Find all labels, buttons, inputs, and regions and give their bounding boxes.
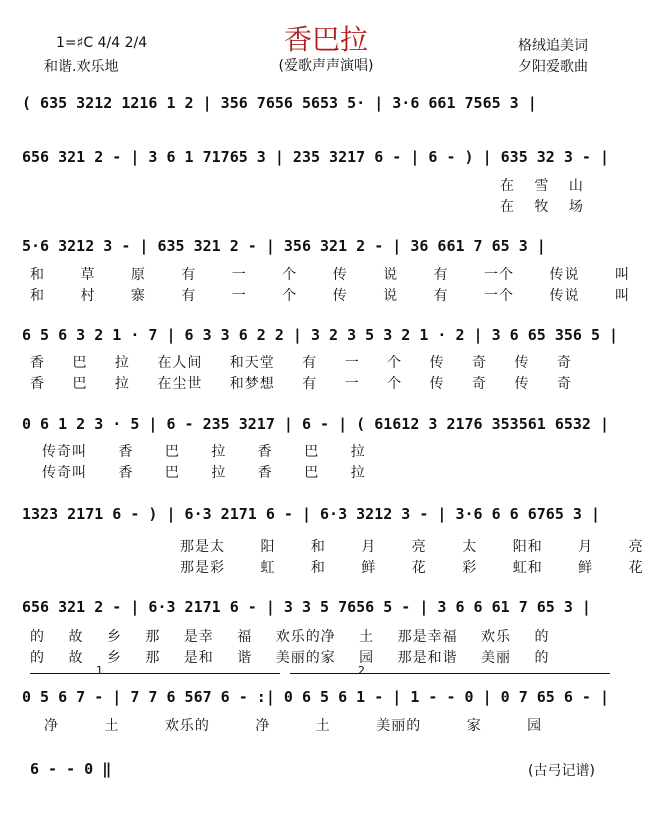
composer-credit: 夕阳爱歌曲: [518, 59, 588, 75]
lyric-line-2: 在 牧 场: [500, 199, 584, 215]
performer-subtitle: (爱歌声声演唱): [278, 58, 374, 74]
notes-line: 656 321 2 - | 6·3 2171 6 - | 3 3 5 7656 5 - | 3 6 6 61 7 65 3 |: [22, 598, 591, 616]
lyric-line-1: 传奇叫 香 巴 拉 香 巴 拉: [42, 444, 366, 460]
lyric-line-1: 那是太 阳 和 月 亮 太 阳和 月 亮: [180, 539, 644, 555]
volta-1-bracket: [30, 673, 280, 674]
volta-2-bracket: [290, 673, 610, 674]
key-signature: 1=♯C 4/4 2/4: [56, 35, 148, 51]
lyric-line-1: 的 故 乡 那 是幸 福 欢乐的净 土 那是幸福 欢乐 的: [30, 629, 550, 645]
transcriber-credit: (古弓记谱): [528, 763, 595, 779]
notes-line: 6 5 6 3 2 1 · 7 | 6 3 3 6 2 2 | 3 2 3 5 3 2 1 · 2 | 3 6 65 356 5 |: [22, 326, 619, 344]
notes-line: 5·6 3212 3 - | 635 321 2 - | 356 321 2 - | 36 661 7 65 3 |: [22, 237, 546, 255]
lyric-line-2: 传奇叫 香 巴 拉 香 巴 拉: [42, 465, 366, 481]
lyric-line-2: 香 巴 拉 在尘世 和梦想 有 一 个 传 奇 传 奇: [30, 376, 572, 392]
notes-line: 1323 2171 6 - ) | 6·3 2171 6 - | 6·3 3212 3 - | 3·6 6 6 6765 3 |: [22, 505, 600, 523]
notes-line: 6 - - 0 ‖: [30, 760, 112, 778]
lyric-line-1: 香 巴 拉 在人间 和天堂 有 一 个 传 奇 传 奇: [30, 355, 572, 371]
lyric-line-2: 的 故 乡 那 是和 谐 美丽的家 园 那是和谐 美丽 的: [30, 650, 550, 666]
lyric-line-1: 和 草 原 有 一 个 传 说 有 一个 传说 叫: [30, 267, 630, 283]
notes-line: 0 6 1 2 3 · 5 | 6 - 235 3217 | 6 - | ( 61612 3 2176 353561 6532 |: [22, 415, 609, 433]
volta-1-number: 1: [96, 664, 103, 677]
style-marking: 和谐.欢乐地: [44, 59, 119, 75]
notes-line: ( 635 3212 1216 1 2 | 356 7656 5653 5· | 3·6 661 7565 3 |: [22, 94, 537, 112]
notes-line: 656 321 2 - | 3 6 1 71765 3 | 235 3217 6 - | 6 - ) | 635 32 3 - |: [22, 148, 609, 166]
notes-line: 0 5 6 7 - | 7 7 6 567 6 - :| 0 6 5 6 1 - | 1 - - 0 | 0 7 65 6 - |: [22, 688, 609, 706]
lyricist-credit: 格绒追美词: [518, 38, 588, 54]
volta-2-number: 2: [358, 664, 365, 677]
lyric-line-2: 和 村 寨 有 一 个 传 说 有 一个 传说 叫: [30, 288, 630, 304]
lyric-line-1: 在 雪 山: [500, 178, 584, 194]
page-title: 香巴拉: [283, 23, 368, 56]
lyric-line-2: 那是彩 虹 和 鲜 花 彩 虹和 鲜 花: [180, 560, 644, 576]
lyric-line-1: 净 土 欢乐的 净 土 美丽的 家 园: [44, 718, 543, 734]
